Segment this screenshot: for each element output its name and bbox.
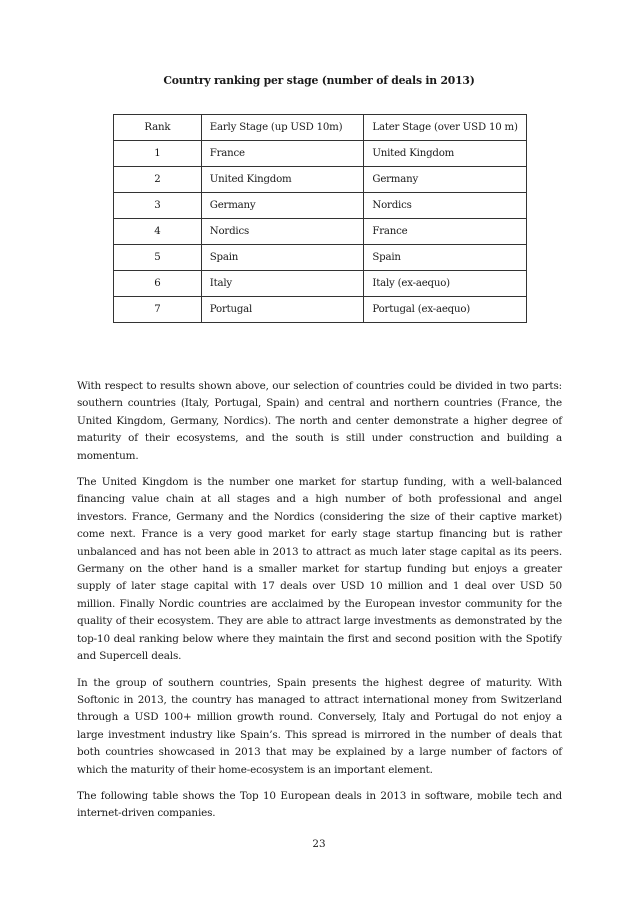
early-stage-cell: United Kingdom	[201, 167, 364, 193]
rank-cell: 5	[114, 245, 202, 271]
rank-cell: 6	[114, 271, 202, 297]
body-text	[77, 378, 562, 832]
table-row	[114, 271, 527, 297]
header-rank: Rank	[114, 115, 202, 141]
later-stage-cell: Nordics	[364, 193, 527, 219]
table-row	[114, 193, 527, 219]
table-row	[114, 297, 527, 323]
table-row	[114, 219, 527, 245]
later-stage-cell: Italy (ex-aequo)	[364, 271, 527, 297]
table-caption: Country ranking per stage (number of deals in 2013)	[163, 74, 475, 87]
table-header-row	[114, 115, 527, 141]
rank-cell: 4	[114, 219, 202, 245]
country-ranking-table	[113, 114, 527, 323]
rank-cell: 1	[114, 141, 202, 167]
table-row	[114, 167, 527, 193]
early-stage-cell: Portugal	[201, 297, 364, 323]
rank-cell: 7	[114, 297, 202, 323]
paragraph: In the group of southern countries, Spain presents the highest degree of maturity. With Softonic in 2013, the country has managed to attract international money from Switzerland through a USD 100+ million growth round. Conversely, Italy and Portugal do not enjoy a large investment industry like Spain’s. This spread is mirrored in the number of deals that both countries showcased in 2013 that may be explained by a large number of factors of which the maturity of their home-ecosystem is an important element.	[77, 676, 562, 776]
paragraph: With respect to results shown above, our selection of countries could be divided in two parts: southern countries (Italy, Portugal, Spain) and central and northern countries (France, the United Kingdom, Germany, Nordics). The north and center demonstrate a higher degree of maturity of their ecosystems, and the south is still under construction and building a momentum.	[77, 380, 562, 462]
early-stage-cell: Italy	[201, 271, 364, 297]
later-stage-cell: Spain	[364, 245, 527, 271]
table-row	[114, 245, 527, 271]
early-stage-cell: France	[201, 141, 364, 167]
page-number: 23	[312, 838, 326, 850]
paragraph: The United Kingdom is the number one market for startup funding, with a well-balanced financing value chain at all stages and a high number of both professional and angel investors. France, Germany and the Nordics (considering the size of their captive market) come next. France is a very good market for early stage startup financing but is rather unbalanced and has not been able in 2013 to attract as much later stage capital as its peers. Germany on the other hand is a smaller market for startup funding but enjoys a greater supply of later stage capital with 17 deals over USD 10 million and 1 deal over USD 50 million. Finally Nordic countries are acclaimed by the European investor community for the quality of their ecosystem. They are able to attract large investments as demonstrated by the top-10 deal ranking below where they maintain the first and second position with the Spotify and Supercell deals.	[77, 476, 562, 663]
header-early-stage: Early Stage (up USD 10m)	[201, 115, 364, 141]
early-stage-cell: Germany	[201, 193, 364, 219]
early-stage-cell: Spain	[201, 245, 364, 271]
later-stage-cell: Portugal (ex-aequo)	[364, 297, 527, 323]
header-later-stage: Later Stage (over USD 10 m)	[364, 115, 527, 141]
early-stage-cell: Nordics	[201, 219, 364, 245]
rank-cell: 3	[114, 193, 202, 219]
paragraph: The following table shows the Top 10 European deals in 2013 in software, mobile tech and internet-driven companies.	[77, 789, 562, 820]
later-stage-cell: United Kingdom	[364, 141, 527, 167]
later-stage-cell: France	[364, 219, 527, 245]
rank-cell: 2	[114, 167, 202, 193]
table-row	[114, 141, 527, 167]
later-stage-cell: Germany	[364, 167, 527, 193]
